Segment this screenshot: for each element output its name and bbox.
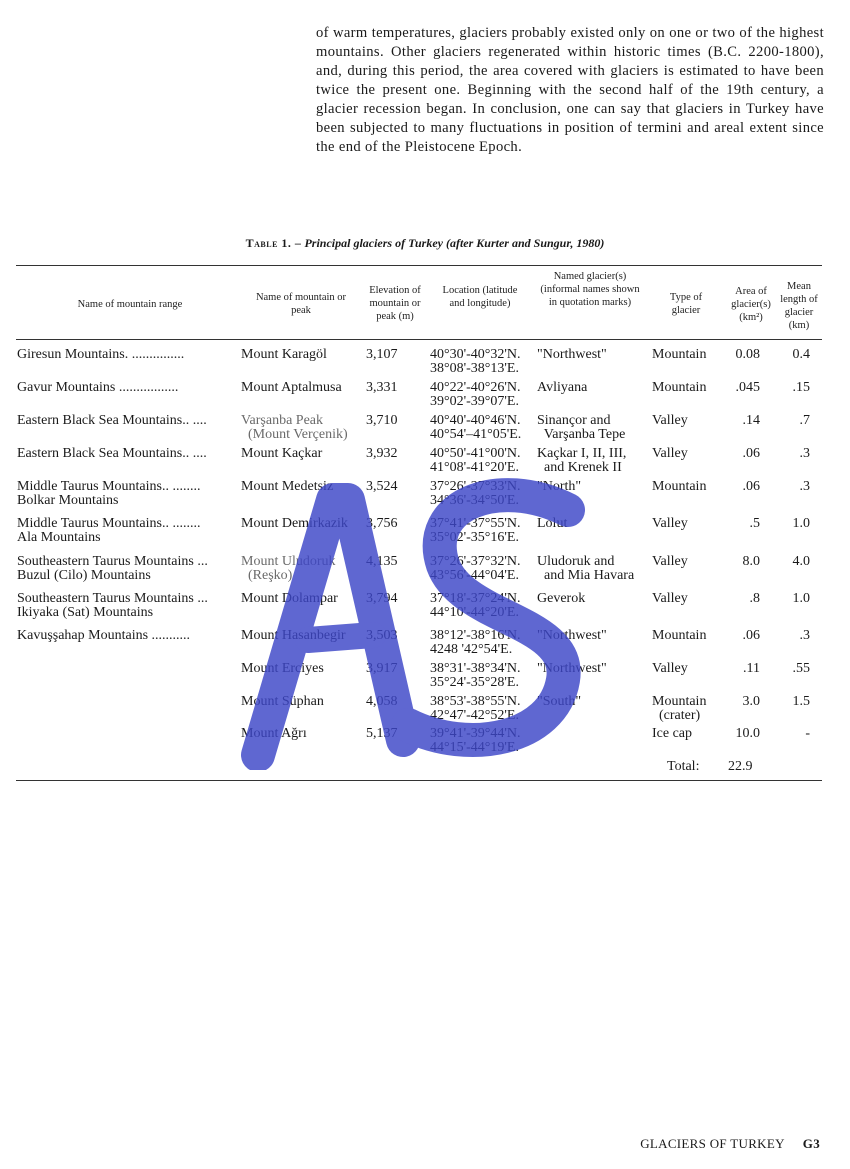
cell-type: Mountain (crater): [652, 694, 707, 723]
header-range: Name of mountain range: [77, 299, 183, 310]
cell-area: .8: [749, 591, 760, 606]
table-caption-text: Principal glaciers of Turkey (after Kurter and Sungur, 1980): [304, 236, 605, 250]
cell-elevation: 3,917: [366, 661, 398, 676]
cell-named-glacier: Geverok: [537, 591, 586, 606]
table-bottom-rule: [16, 780, 822, 781]
table-caption: [0, 236, 850, 251]
cell-named-glacier: "South": [537, 694, 582, 709]
cell-named-glacier: Lolut: [537, 516, 568, 531]
cell-named-glacier: Kaçkar I, II, III, and Krenek II: [537, 446, 627, 475]
cell-type: Mountain: [652, 347, 707, 362]
cell-mountain-range: Kavuşşahap Mountains ...........: [17, 628, 191, 643]
cell-type: Valley: [652, 554, 688, 569]
cell-peak: Varşanba Peak (Mount Verçenik): [241, 413, 348, 442]
cell-location: 39°41'-39°44'N. 44°15'-44°19'E.: [430, 726, 521, 755]
cell-area: .045: [735, 380, 760, 395]
cell-elevation: 5,137: [366, 726, 398, 741]
cell-mountain-range: Middle Taurus Mountains.. ........ Ala Mountains: [17, 516, 201, 545]
cell-length: 0.4: [792, 347, 810, 362]
cell-length: .3: [799, 628, 810, 643]
cell-location: 40°50'-41°00'N. 41°08'-41°20'E.: [430, 446, 521, 475]
cell-area: .14: [742, 413, 760, 428]
cell-named-glacier: Avliyana: [537, 380, 588, 395]
cell-elevation: 4,058: [366, 694, 398, 709]
cell-type: Mountain: [652, 628, 707, 643]
table-caption-lead: Table 1. –: [245, 236, 302, 250]
cell-peak: Mount Uludoruk (Reşko): [241, 554, 336, 583]
body-paragraph: of warm temperatures, glaciers probably existed only on one or two of the highest mountains. Other glaciers regenerated within historic times (B.C. 2200-1800), and, during this period, the area covered with glaciers is estimated to have been twice the present one. Beginning with the second half of the 19th century, a glacier recession began. In conclusion, one can say that glaciers in Turkey have been subjected to many fluctuations in position of termini and areal extent since the end of the Pleistocene Epoch.: [316, 25, 824, 155]
cell-area: 3.0: [742, 694, 760, 709]
cell-elevation: 3,932: [366, 446, 398, 461]
header-location: Location (latitude and longitude): [442, 285, 518, 309]
cell-type: Valley: [652, 446, 688, 461]
cell-length: 1.5: [792, 694, 810, 709]
cell-area: 10.0: [735, 726, 760, 741]
cell-elevation: 3,794: [366, 591, 398, 606]
cell-type: Valley: [652, 661, 688, 676]
cell-type: Mountain: [652, 380, 707, 395]
cell-type: Mountain: [652, 479, 707, 494]
cell-named-glacier: Sinançor and Varşanba Tepe: [537, 413, 626, 442]
header-peak: Name of mountain or peak: [255, 292, 347, 316]
cell-location: 40°22'-40°26'N. 39°02'-39°07'E.: [430, 380, 521, 409]
cell-length: .7: [799, 413, 810, 428]
cell-peak: Mount Karagöl: [241, 347, 327, 362]
cell-mountain-range: Southeastern Taurus Mountains ... Ikiyaka (Sat) Mountains: [17, 591, 208, 620]
cell-peak: Mount Erciyes: [241, 661, 324, 676]
page-number: G3: [802, 1136, 820, 1151]
total-value: 22.9: [728, 759, 753, 774]
cell-named-glacier: "Northwest": [537, 628, 607, 643]
cell-named-glacier: "Northwest": [537, 661, 607, 676]
cell-location: 37°41'-37°55'N. 35°02'-35°16'E.: [430, 516, 521, 545]
cell-location: 40°40'-40°46'N. 40°54'–41°05'E.: [430, 413, 522, 442]
cell-peak: Mount Dolampar: [241, 591, 338, 606]
cell-peak: Mount Medetsiz: [241, 479, 334, 494]
cell-elevation: 3,107: [366, 347, 398, 362]
header-elevation: Elevation of mountain or peak (m): [369, 285, 421, 322]
watermark-logo: [238, 470, 608, 770]
cell-area: .06: [742, 479, 760, 494]
header-type: Type of glacier: [669, 292, 703, 316]
cell-elevation: 4,135: [366, 554, 398, 569]
cell-location: 38°53'-38°55'N. 42°47'-42°52'E.: [430, 694, 521, 723]
footer-title: GLACIERS OF TURKEY: [640, 1136, 785, 1151]
cell-elevation: 3,524: [366, 479, 398, 494]
cell-elevation: 3,710: [366, 413, 398, 428]
cell-length: .55: [792, 661, 810, 676]
cell-location: 37°26'-37°33'N. 34°36'-34°50'E.: [430, 479, 521, 508]
cell-area: .06: [742, 446, 760, 461]
cell-elevation: 3,503: [366, 628, 398, 643]
cell-length: .15: [792, 380, 810, 395]
cell-area: .11: [743, 661, 760, 676]
cell-elevation: 3,756: [366, 516, 398, 531]
cell-mountain-range: Middle Taurus Mountains.. ........ Bolkar Mountains: [17, 479, 201, 508]
cell-length: 1.0: [792, 591, 810, 606]
cell-location: 38°12'-38°16'N. 4248 '42°54'E.: [430, 628, 521, 657]
cell-location: 37°26'-37°32'N. 43°56'-44°04'E.: [430, 554, 521, 583]
cell-peak: Mount Süphan: [241, 694, 324, 709]
table-header-rule: [16, 339, 822, 340]
cell-named-glacier: "Northwest": [537, 347, 607, 362]
header-length: Mean length of glacier (km): [780, 281, 818, 331]
cell-peak: Mount Demirkazik: [241, 516, 348, 531]
cell-area: .5: [749, 516, 760, 531]
cell-mountain-range: Gavur Mountains .................: [17, 380, 179, 395]
cell-named-glacier: "North": [537, 479, 582, 494]
cell-elevation: 3,331: [366, 380, 398, 395]
cell-peak: Mount Kaçkar: [241, 446, 323, 461]
total-label: Total:: [667, 759, 700, 774]
cell-location: 40°30'-40°32'N. 38°08'-38°13'E.: [430, 347, 521, 376]
cell-area: .06: [742, 628, 760, 643]
cell-length: .3: [799, 446, 810, 461]
cell-named-glacier: Uludoruk and and Mia Havara: [537, 554, 635, 583]
table-top-rule: [16, 265, 822, 266]
cell-length: 4.0: [792, 554, 810, 569]
cell-peak: Mount Aptalmusa: [241, 380, 342, 395]
cell-type: Valley: [652, 516, 688, 531]
cell-type: Valley: [652, 591, 688, 606]
header-named-glaciers: Named glacier(s) (informal names shown in quotation marks): [540, 271, 640, 308]
page-footer: [640, 1136, 820, 1152]
cell-type: Valley: [652, 413, 688, 428]
cell-length: 1.0: [792, 516, 810, 531]
cell-mountain-range: Eastern Black Sea Mountains.. ....: [17, 446, 207, 461]
cell-length: -: [805, 726, 810, 741]
header-area: Area of glacier(s) (km²): [731, 286, 771, 323]
cell-peak: Mount Ağrı: [241, 726, 307, 741]
cell-mountain-range: Giresun Mountains. ...............: [17, 347, 185, 362]
cell-location: 37°18'-37°24'N. 44°10'-44°20'E.: [430, 591, 521, 620]
cell-area: 0.08: [735, 347, 760, 362]
cell-type: Ice cap: [652, 726, 693, 741]
cell-length: .3: [799, 479, 810, 494]
cell-location: 38°31'-38°34'N. 35°24'-35°28'E.: [430, 661, 521, 690]
cell-area: 8.0: [742, 554, 760, 569]
cell-mountain-range: Eastern Black Sea Mountains.. ....: [17, 413, 207, 428]
cell-peak: Mount Hasanbegir: [241, 628, 346, 643]
cell-mountain-range: Southeastern Taurus Mountains ... Buzul (Cilo) Mountains: [17, 554, 208, 583]
